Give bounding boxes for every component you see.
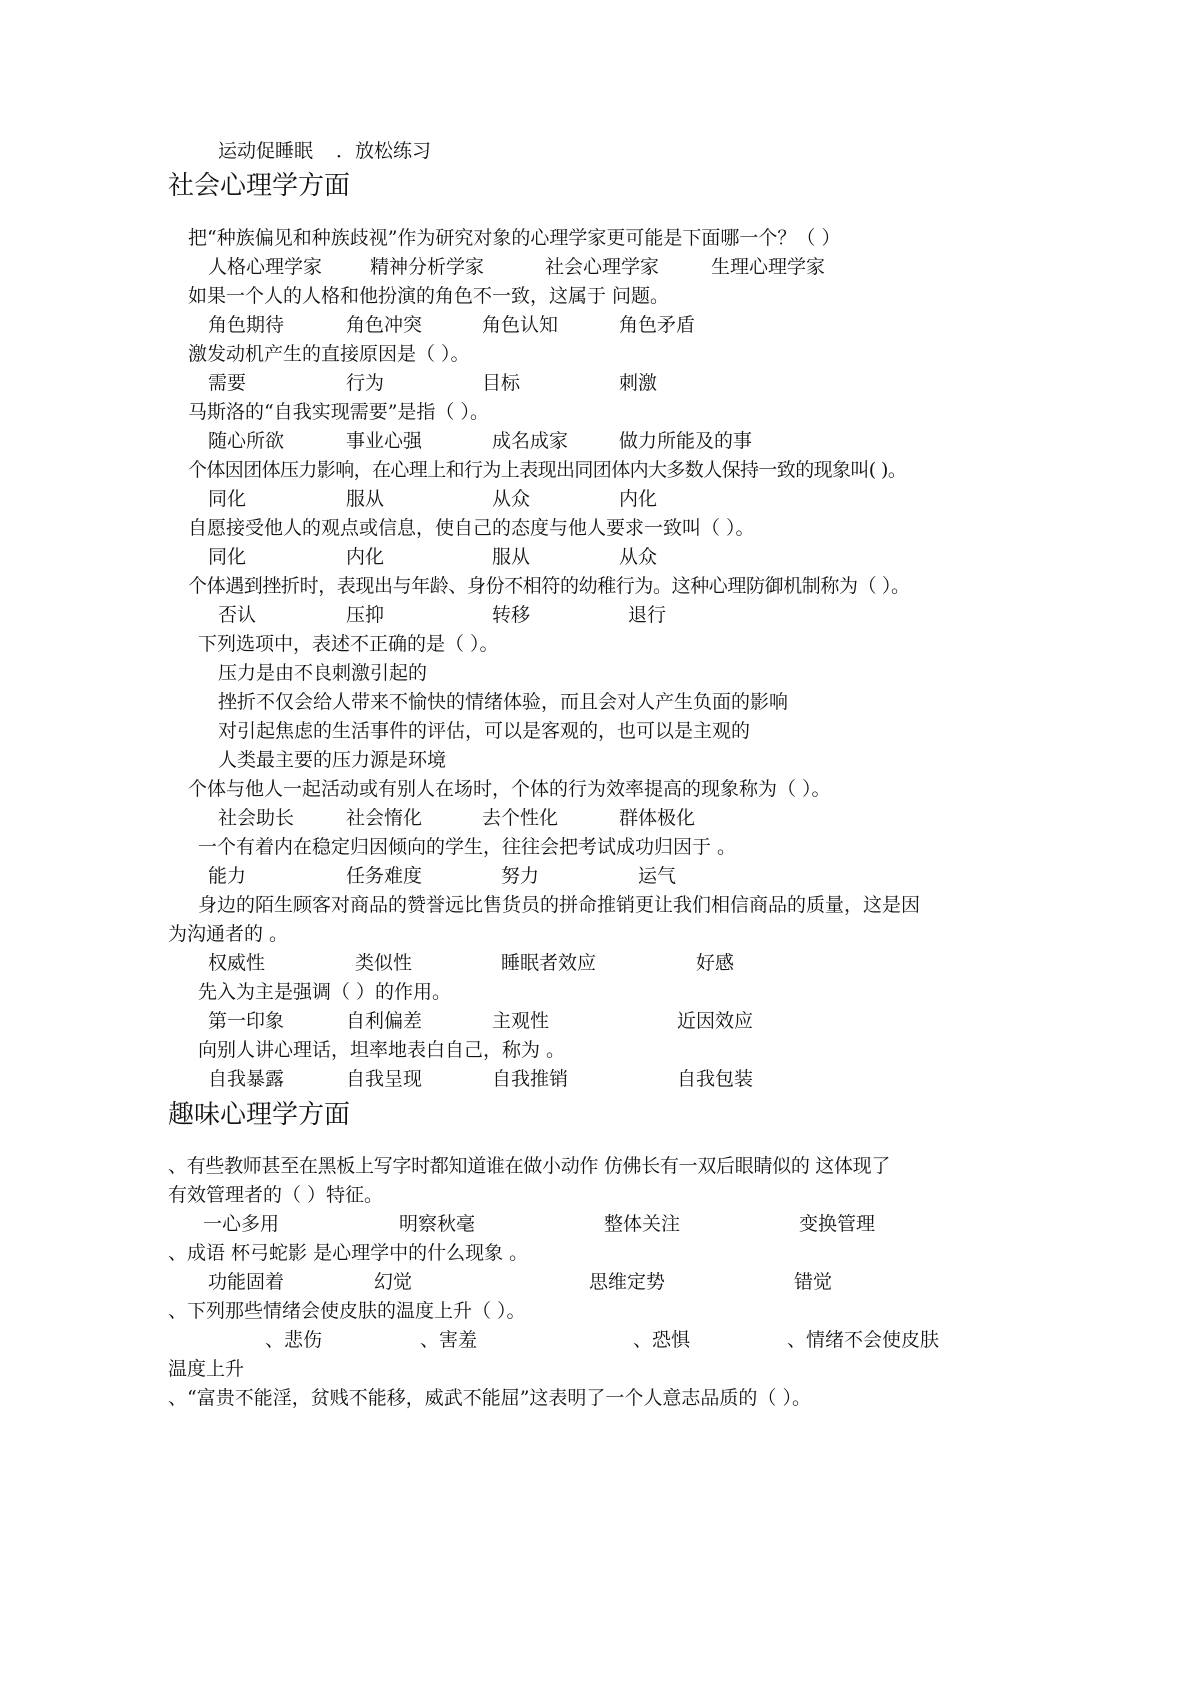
option-text: 群体极化	[619, 807, 696, 829]
option-text: 服从	[346, 488, 385, 510]
question-text: 、下列那些情绪会使皮肤的温度上升（ ）。	[168, 1300, 526, 1322]
question-text: 马斯洛的“自我实现需要”是指（ ）。	[188, 401, 489, 423]
option-text: 、恐惧	[633, 1329, 691, 1351]
option-text: 去个性化	[482, 807, 559, 829]
option-text: 压力是由不良刺激引起的	[218, 662, 428, 684]
section-heading: 趣味心理学方面	[168, 1100, 351, 1130]
option-text: 同化	[208, 488, 247, 510]
option-text: 转移	[492, 604, 531, 626]
option-text: 退行	[628, 604, 667, 626]
question-text: 向别人讲心理话，坦率地表白自己，称为 。	[198, 1039, 566, 1061]
option-text: 角色冲突	[346, 314, 423, 336]
option-text: 社会心理学家	[545, 256, 660, 278]
option-text: 任务难度	[346, 865, 423, 887]
option-text: 成名成家	[492, 430, 569, 452]
option-text: 、情绪不会使皮肤	[787, 1329, 940, 1351]
question-text: 一个有着内在稳定归因倾向的学生，往往会把考试成功归因于 。	[198, 836, 737, 858]
question-text: 如果一个人的人格和他扮演的角色不一致，这属于 问题。	[188, 285, 670, 307]
option-text: 类似性	[355, 952, 413, 974]
question-text: 、“富贵不能淫，贫贱不能移，威武不能屈”这表明了一个人意志品质的（ ）。	[168, 1387, 811, 1409]
section-heading: 社会心理学方面	[168, 171, 351, 201]
option-text: 人格心理学家	[208, 256, 323, 278]
option-text: 、悲伤	[265, 1329, 323, 1351]
option-text: 行为	[346, 372, 385, 394]
question-text-continued: 有效管理者的（ ）特征。	[168, 1184, 384, 1206]
question-text-continued: 为沟通者的 。	[168, 923, 289, 945]
option-text: 内化	[346, 546, 385, 568]
option-text: 从众	[619, 546, 658, 568]
option-text: 运气	[638, 865, 677, 887]
option-text: 幻觉	[374, 1271, 413, 1293]
question-text: 个体因团体压力影响，在心理上和行为上表现出同团体内大多数人保持一致的现象叫( )。	[188, 459, 907, 481]
option-text: 明察秋毫	[399, 1213, 476, 1235]
question-text: 先入为主是强调（ ）的作用。	[198, 981, 452, 1003]
option-text: 错觉	[794, 1271, 833, 1293]
option-text: 做力所能及的事	[619, 430, 753, 452]
option-text: 主观性	[492, 1010, 550, 1032]
option-text: 运动促睡眠	[218, 140, 314, 162]
option-text: 生理心理学家	[711, 256, 826, 278]
option-text: 能力	[208, 865, 247, 887]
option-text: 内化	[619, 488, 658, 510]
option-text: 刺激	[619, 372, 658, 394]
question-text: 激发动机产生的直接原因是（ ）。	[188, 343, 470, 365]
option-text: 自利偏差	[346, 1010, 423, 1032]
option-text: 整体关注	[604, 1213, 681, 1235]
option-text: 自我呈现	[346, 1068, 423, 1090]
option-text: 一心多用	[203, 1213, 280, 1235]
option-text: 思维定势	[589, 1271, 666, 1293]
option-text: 服从	[492, 546, 531, 568]
option-text: ．放松练习	[336, 140, 432, 162]
option-text: 人类最主要的压力源是环境	[218, 749, 447, 771]
option-text: 变换管理	[799, 1213, 876, 1235]
option-text: 近因效应	[677, 1010, 754, 1032]
option-text: 自我包装	[677, 1068, 754, 1090]
option-text: 从众	[492, 488, 531, 510]
question-text: 、成语 杯弓蛇影 是心理学中的什么现象 。	[168, 1242, 529, 1264]
option-text: 挫折不仅会给人带来不愉快的情绪体验，而且会对人产生负面的影响	[218, 691, 789, 713]
option-text: 努力	[501, 865, 540, 887]
option-text: 目标	[482, 372, 521, 394]
option-text: 同化	[208, 546, 247, 568]
option-text: 角色认知	[482, 314, 559, 336]
option-text: 、害羞	[420, 1329, 478, 1351]
option-text: 权威性	[208, 952, 266, 974]
option-text: 自我暴露	[208, 1068, 285, 1090]
option-text: 压抑	[346, 604, 385, 626]
question-text: 个体遇到挫折时，表现出与年龄、身份不相符的幼稚行为。这种心理防御机制称为（ ）。	[188, 575, 910, 597]
option-text: 随心所欲	[208, 430, 285, 452]
option-text: 第一印象	[208, 1010, 285, 1032]
option-text: 否认	[218, 604, 257, 626]
question-text: 身边的陌生顾客对商品的赞誉远比售货员的拼命推销更让我们相信商品的质量，这是因	[198, 894, 921, 916]
option-text-continued: 温度上升	[168, 1358, 245, 1380]
option-text: 社会助长	[218, 807, 295, 829]
question-text: 个体与他人一起活动或有别人在场时，个体的行为效率提高的现象称为（ ）。	[188, 778, 831, 800]
question-text: 、有些教师甚至在黑板上写字时都知道谁在做小动作 仿佛长有一双后眼睛似的 这体现了	[168, 1155, 891, 1177]
option-text: 事业心强	[346, 430, 423, 452]
option-text: 角色矛盾	[619, 314, 696, 336]
option-text: 睡眠者效应	[501, 952, 597, 974]
question-text: 下列选项中，表述不正确的是（ ）。	[198, 633, 499, 655]
option-text: 自我推销	[492, 1068, 569, 1090]
option-text: 社会惰化	[346, 807, 423, 829]
option-text: 功能固着	[208, 1271, 285, 1293]
question-text: 自愿接受他人的观点或信息，使自己的态度与他人要求一致叫（ ）。	[188, 517, 755, 539]
option-text: 角色期待	[208, 314, 285, 336]
question-text: 把“种族偏见和种族歧视”作为研究对象的心理学家更可能是下面哪一个？（ ）	[188, 227, 841, 249]
option-text: 需要	[208, 372, 247, 394]
option-text: 精神分析学家	[370, 256, 485, 278]
option-text: 好感	[696, 952, 735, 974]
option-text: 对引起焦虑的生活事件的评估，可以是客观的，也可以是主观的	[218, 720, 751, 742]
